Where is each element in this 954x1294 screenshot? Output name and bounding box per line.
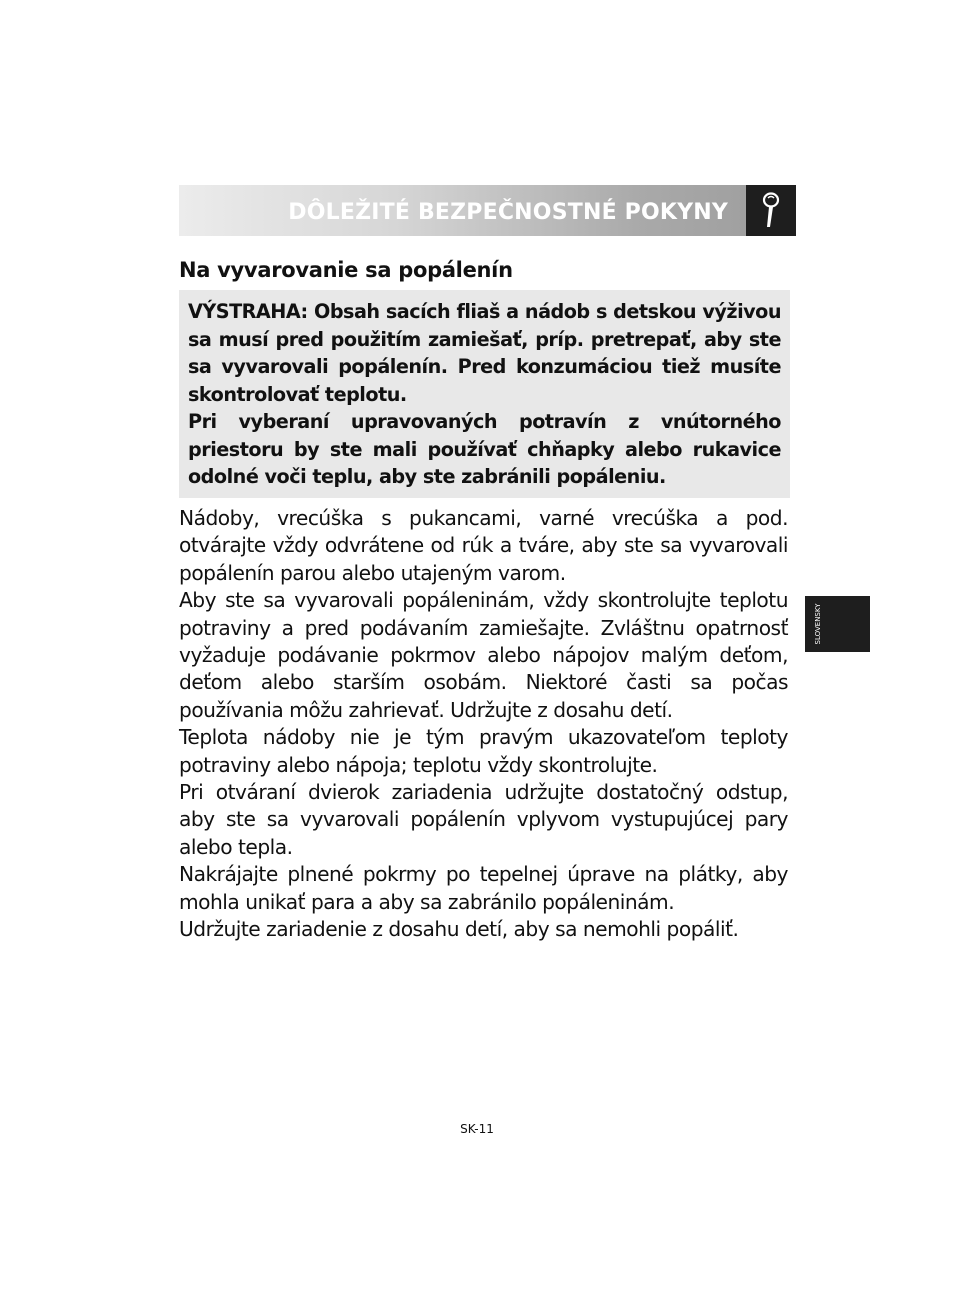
body-paragraph: Nádoby, vrecúška s pukancami, varné vrecúška a pod. otvárajte vždy odvrátene od rúk a tváre, aby ste sa vyvarovali popálenín parou alebo utajeným varom. (179, 506, 788, 585)
language-tab (805, 596, 870, 652)
body-text (179, 505, 788, 944)
warning-paragraph: VÝSTRAHA: Obsah sacích fliaš a nádob s detskou výživou sa musí pred použitím zamiešať, príp. pretrepať, aby ste sa vyvarovali popálenín. Pred konzumáciou tiež musíte skontrolovať teplotu. (188, 300, 781, 406)
page-number: SK-11 (460, 1122, 494, 1136)
body-paragraph: Pri otváraní dvierok zariadenia udržujte dostatočný odstup, aby ste sa vyvarovali popálenín vplyvom vystupujúcej pary alebo tepla. (179, 780, 788, 859)
body-paragraph: Nakrájajte plnené pokrmy po tepelnej úprave na plátky, aby mohla unikať para a aby sa zabránilo popáleninám. (179, 862, 788, 914)
language-tab-label: SLOVENSKY (814, 603, 822, 645)
section-header-title: DÔLEŽITÉ BEZPEČNOSTNÉ POKYNY (288, 200, 728, 225)
body-paragraph: Aby ste sa vyvarovali popáleninám, vždy skontrolujte teplotu potraviny a pred podávaním zamiešajte. Zvláštnu opatrnosť vyžaduje podávanie pokrmov alebo nápojov malým deťom, deťom alebo starším osobám. Niektoré časti sa počas používania môžu zahrievať. Udržujte z dosahu detí. (179, 588, 788, 722)
section-heading: Na vyvarovanie sa popálenín (179, 258, 513, 282)
body-paragraph: Udržujte zariadenie z dosahu detí, aby sa nemohli popáliť. (179, 917, 739, 942)
body-paragraph: Teplota nádoby nie je tým pravým ukazovateľom teploty potraviny alebo nápoja; teplotu vždy skontrolujte. (179, 725, 788, 777)
section-header-bar (179, 185, 796, 236)
info-pin-icon (746, 185, 796, 236)
warning-paragraph: Pri vyberaní upravovaných potravín z vnútorného priestoru by ste mali používať chňapky alebo rukavice odolné voči teplu, aby ste zabránili popáleniu. (188, 410, 781, 488)
warning-box (179, 290, 790, 498)
